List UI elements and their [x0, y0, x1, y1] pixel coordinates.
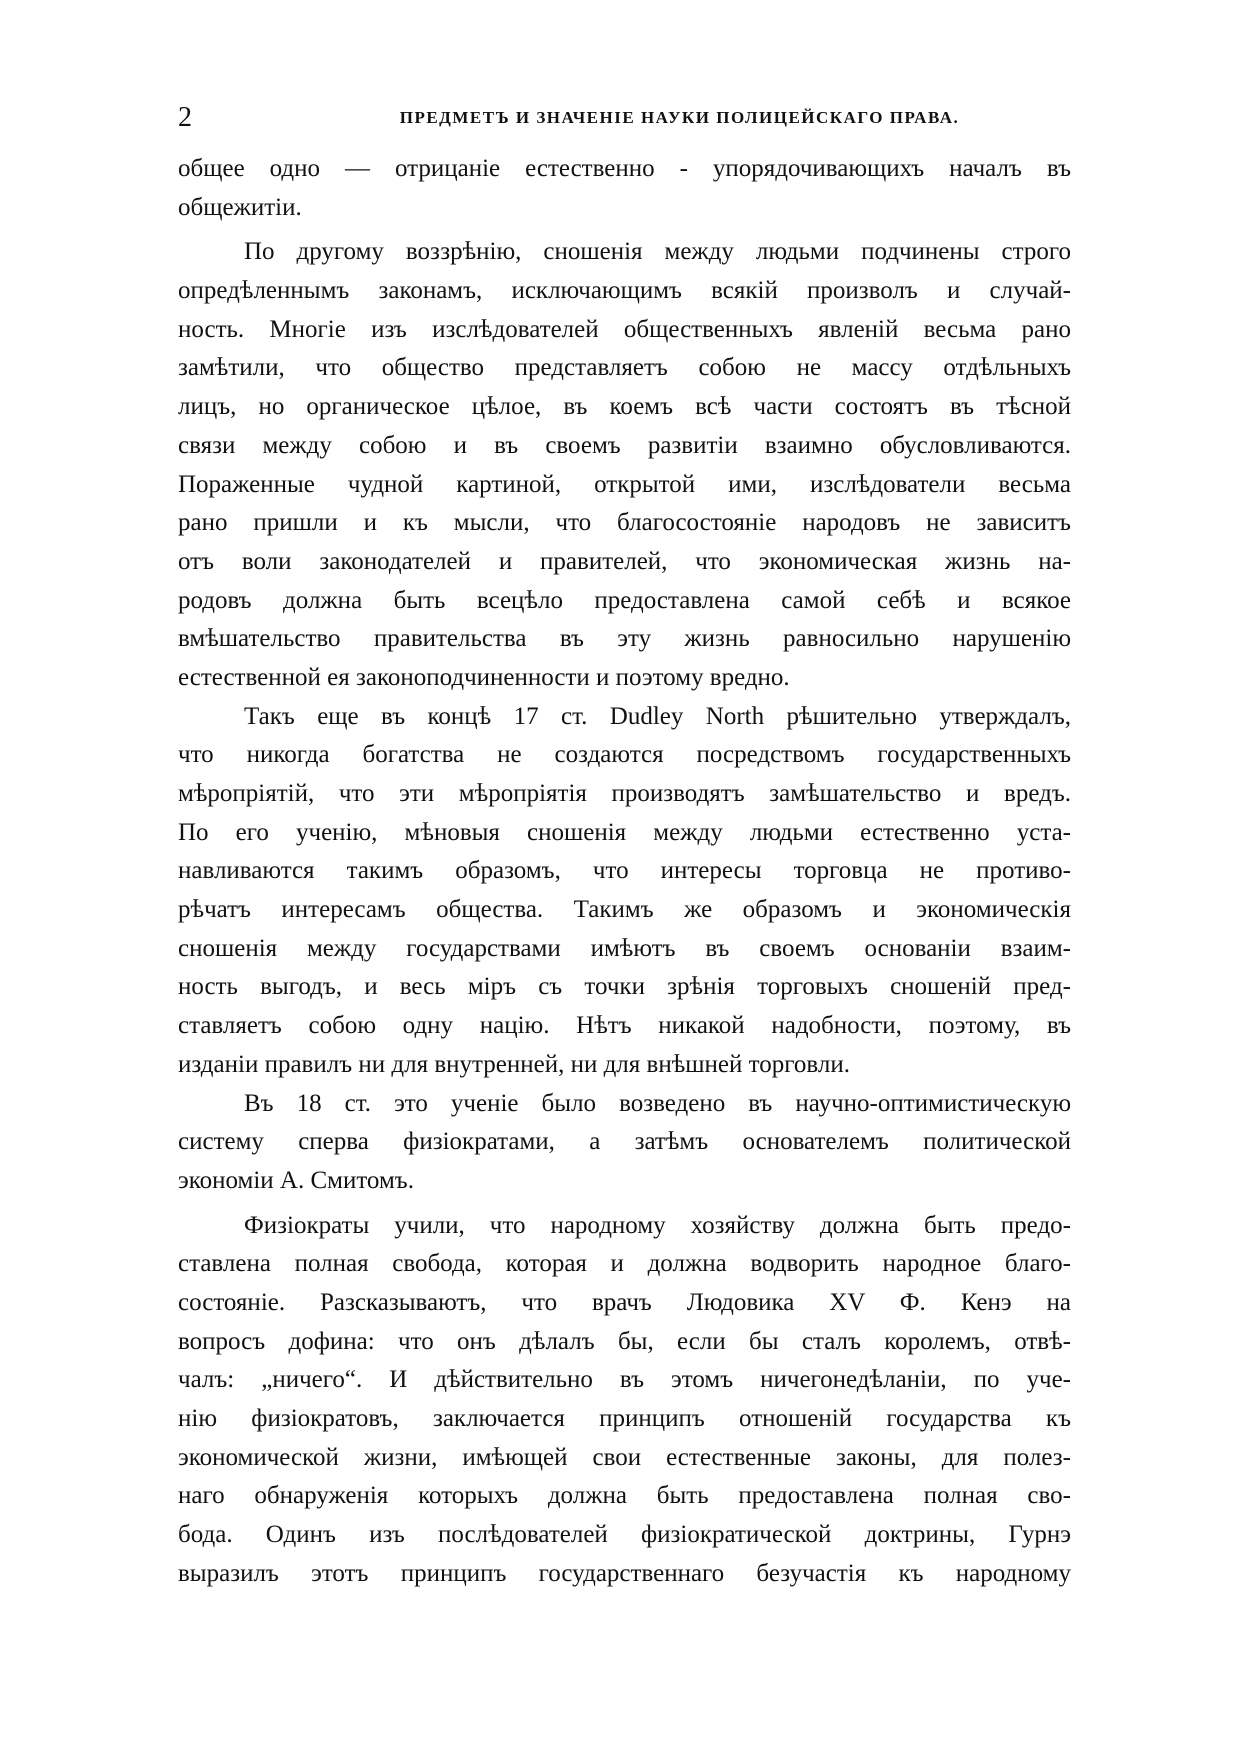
text-line: ставляетъ собою одну націю. Нѣтъ никакой надобности, поэтому, въ — [178, 1012, 1071, 1040]
text-line: изданіи правилъ ни для внутренней, ни для внѣшней торговли. — [178, 1050, 850, 1078]
text-line: экономіи А. Смитомъ. — [178, 1166, 414, 1194]
text-line: сношенія между государствами имѣютъ въ своемъ основаніи взаим- — [178, 934, 1071, 962]
text-line: вопросъ дофина: что онъ дѣлалъ бы, если бы сталъ королемъ, отвѣ- — [178, 1327, 1071, 1355]
text-line: выразилъ этотъ принципъ государственнаго безучастія къ народному — [178, 1559, 1071, 1587]
text-line: наго обнаруженія которыхъ должна быть предоставлена полная сво- — [178, 1482, 1071, 1510]
text-line: Такъ еще въ концѣ 17 ст. Dudley North рѣшительно утверждалъ, — [244, 702, 1071, 730]
text-line: ность. Многіе изъ изслѣдователей общественныхъ явленій весьма рано — [178, 315, 1071, 343]
text-line: чалъ: „ничего“. И дѣйствительно въ этомъ ничегонедѣланіи, по уче- — [178, 1366, 1071, 1394]
text-line: отъ воли законодателей и правителей, что экономическая жизнь на- — [178, 547, 1071, 575]
paragraph — [178, 1207, 1071, 1594]
text-line: рано пришли и къ мысли, что благосостояніе народовъ не зависитъ — [178, 509, 1071, 537]
paragraph — [178, 150, 1071, 227]
text-line: опредѣленнымъ законамъ, исключающимъ всякій произволъ и случай- — [178, 277, 1071, 305]
text-line: связи между собою и въ своемъ развитіи взаимно обусловливаются. — [178, 431, 1071, 459]
text-line: ность выгодъ, и весь міръ съ точки зрѣнія торговыхъ сношеній пред- — [178, 973, 1071, 1001]
text-line: Въ 18 ст. это ученіе было возведено въ научно-оптимистическую — [244, 1089, 1071, 1117]
paragraph — [178, 233, 1071, 697]
paragraph — [178, 1085, 1071, 1201]
text-line: Физіократы учили, что народному хозяйству должна быть предо- — [244, 1211, 1071, 1239]
text-line: ставлена полная свобода, которая и должна водворить народное благо- — [178, 1250, 1071, 1278]
text-line: родовъ должна быть всецѣло предоставлена самой себѣ и всякое — [178, 586, 1071, 614]
text-line: бода. Одинъ изъ послѣдователей физіократической доктрины, Гурнэ — [178, 1521, 1071, 1549]
running-head-title: ПРЕДМЕТЪ И ЗНАЧЕНІЕ НАУКИ ПОЛИЦЕЙСКАГО ПРАВА. — [399, 108, 960, 127]
text-line: что никогда богатства не создаются посредствомъ государственныхъ — [178, 741, 1071, 769]
text-line: лицъ, но органическое цѣлое, въ коемъ всѣ части состоятъ въ тѣсной — [178, 393, 1071, 421]
text-line: систему сперва физіократами, а затѣмъ основателемъ политической — [178, 1128, 1071, 1156]
text-line: нію физіократовъ, заключается принципъ отношеній государства къ — [178, 1405, 1071, 1432]
page-number: 2 — [178, 102, 192, 133]
text-line: рѣчатъ интересамъ общества. Такимъ же образомъ и экономическія — [178, 896, 1071, 924]
text-line: общежитіи. — [178, 193, 302, 221]
text-line: естественной ея законоподчиненности и поэтому вредно. — [178, 663, 790, 691]
text-line: состояніе. Разсказываютъ, что врачъ Людовика XV Ф. Кенэ на — [178, 1288, 1071, 1316]
running-head — [178, 98, 1071, 138]
text-line: мѣропріятій, что эти мѣропріятія производятъ замѣшательство и вредъ. — [178, 780, 1071, 807]
text-line: По другому воззрѣнію, сношенія между людьми подчинены строго — [244, 238, 1071, 266]
text-line: По его ученію, мѣновыя сношенія между людьми естественно уста- — [178, 818, 1071, 846]
text-line: навливаются такимъ образомъ, что интересы торговца не противо- — [178, 857, 1071, 885]
paragraph — [178, 698, 1071, 1085]
text-line: вмѣшательство правительства въ эту жизнь равносильно нарушенію — [178, 625, 1071, 653]
body-text — [178, 150, 1071, 1593]
text-line: замѣтили, что общество представляетъ собою не массу отдѣльныхъ — [178, 354, 1071, 382]
text-line: общее одно — отрицаніе естественно - упорядочивающихъ началъ въ — [178, 155, 1071, 182]
text-line: Пораженные чудной картиной, открытой ими, изслѣдователи весьма — [178, 470, 1071, 498]
text-line: экономической жизни, имѣющей свои естественные законы, для полез- — [178, 1443, 1071, 1471]
